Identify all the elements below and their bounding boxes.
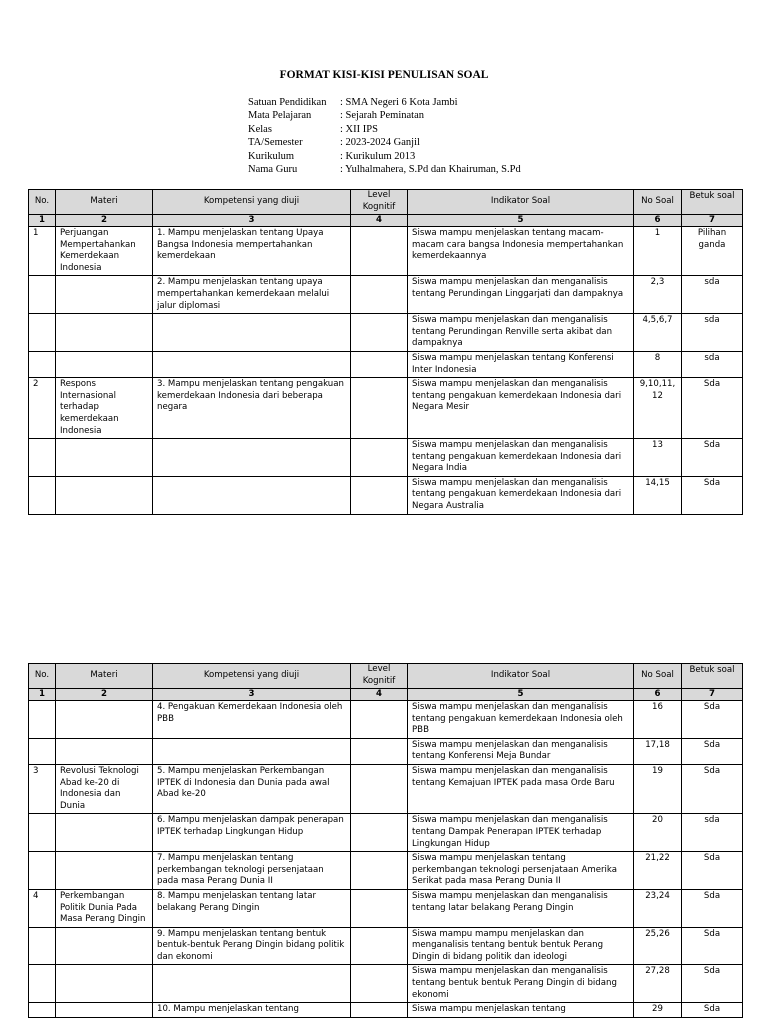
cell-no-soal: 13 (634, 439, 682, 477)
cell-no-soal: 19 (634, 764, 682, 813)
table-row (29, 314, 743, 352)
cell-indikator: Siswa mampu menjelaskan dan menganalisis tentang bentuk bentuk Perang Dingin di bidang ekonomi (408, 965, 634, 1003)
cell-level (351, 965, 408, 1003)
cell-indikator: Siswa mampu menjelaskan tentang (408, 1003, 634, 1018)
cell-bentuk: Sda (682, 852, 743, 890)
col-header-indikator: Indikator Soal (408, 664, 634, 689)
cell-bentuk: Sda (682, 965, 743, 1003)
cell-bentuk: sda (682, 314, 743, 352)
cell-no (29, 965, 56, 1003)
table-row (29, 476, 743, 514)
table-row (29, 852, 743, 890)
cell-bentuk: sda (682, 351, 743, 377)
info-label: Nama Guru (248, 164, 298, 176)
table-header-row (29, 190, 743, 215)
cell-bentuk: Sda (682, 927, 743, 965)
info-label: TA/Semester (248, 137, 303, 149)
col-number: 4 (351, 215, 408, 227)
col-header-no: No. (29, 664, 56, 689)
kisi-table-page-2 (28, 663, 743, 1018)
info-row (248, 163, 521, 176)
col-number: 7 (682, 689, 743, 701)
cell-level (351, 738, 408, 764)
cell-kompetensi: 9. Mampu menjelaskan tentang bentuk bentuk-bentuk Perang Dingin bidang politik dan ekonomi (153, 927, 351, 965)
info-row (248, 136, 521, 149)
table-row (29, 738, 743, 764)
cell-no-soal: 21,22 (634, 852, 682, 890)
info-value: : Kurikulum 2013 (340, 150, 416, 162)
table-row (29, 814, 743, 852)
cell-indikator: Siswa mampu menjelaskan dan menganalisis tentang Dampak Penerapan IPTEK terhadap Lingkungan Hidup (408, 814, 634, 852)
col-number: 7 (682, 215, 743, 227)
cell-level (351, 439, 408, 477)
table-row (29, 439, 743, 477)
cell-no (29, 1003, 56, 1018)
cell-no (29, 476, 56, 514)
cell-indikator: Siswa mampu menjelaskan tentang perkembangan teknologi persenjataan Amerika Serikat pada masa Perang Dunia II (408, 852, 634, 890)
cell-kompetensi: 7. Mampu menjelaskan tentang perkembangan teknologi persenjataan pada masa Perang Dunia II (153, 852, 351, 890)
cell-no (29, 314, 56, 352)
col-number: 1 (29, 689, 56, 701)
col-number: 3 (153, 215, 351, 227)
info-row (248, 150, 521, 163)
cell-materi (56, 852, 153, 890)
cell-kompetensi (153, 476, 351, 514)
col-number: 2 (56, 689, 153, 701)
cell-no (29, 439, 56, 477)
col-header-materi: Materi (56, 664, 153, 689)
cell-materi (56, 965, 153, 1003)
cell-level (351, 351, 408, 377)
table-number-row (29, 215, 743, 227)
cell-kompetensi: 2. Mampu menjelaskan tentang upaya mempertahankan kemerdekaan melalui jalur diplomasi (153, 276, 351, 314)
col-header-bentuk: Betuk soal (682, 664, 743, 689)
col-header-materi: Materi (56, 190, 153, 215)
cell-level (351, 378, 408, 439)
cell-kompetensi (153, 314, 351, 352)
table-row (29, 227, 743, 276)
table-row (29, 1003, 743, 1018)
table-row (29, 701, 743, 739)
cell-indikator: Siswa mampu menjelaskan dan menganalisis tentang latar belakang Perang Dingin (408, 889, 634, 927)
info-row (248, 96, 521, 109)
col-number: 2 (56, 215, 153, 227)
col-header-level: Level Kognitif (351, 664, 408, 689)
table-row (29, 927, 743, 965)
cell-kompetensi: 5. Mampu menjelaskan Perkembangan IPTEK di Indonesia dan Dunia pada awal Abad ke-20 (153, 764, 351, 813)
info-row (248, 109, 521, 122)
cell-no-soal: 23,24 (634, 889, 682, 927)
kisi-table-page-1 (28, 189, 743, 515)
cell-indikator: Siswa mampu menjelaskan tentang Konferensi Inter Indonesia (408, 351, 634, 377)
cell-materi (56, 439, 153, 477)
cell-level (351, 889, 408, 927)
cell-bentuk: Sda (682, 738, 743, 764)
info-value: : XII IPS (340, 123, 378, 135)
cell-no (29, 814, 56, 852)
cell-materi (56, 701, 153, 739)
cell-materi: Revolusi Teknologi Abad ke-20 di Indonesia dan Dunia (56, 764, 153, 813)
cell-indikator: Siswa mampu mampu menjelaskan dan menganalisis tentang bentuk bentuk Perang Dingin di bidang politik dan ideologi (408, 927, 634, 965)
col-header-kompetensi: Kompetensi yang diuji (153, 664, 351, 689)
cell-level (351, 927, 408, 965)
cell-no-soal: 4,5,6,7 (634, 314, 682, 352)
cell-indikator: Siswa mampu menjelaskan dan menganalisis tentang pengakuan kemerdekaan Indonesia dari Negara Mesir (408, 378, 634, 439)
table-row (29, 764, 743, 813)
col-number: 4 (351, 689, 408, 701)
cell-level (351, 764, 408, 813)
table-number-row (29, 689, 743, 701)
cell-indikator: Siswa mampu menjelaskan dan menganalisis tentang Konferensi Meja Bundar (408, 738, 634, 764)
cell-materi (56, 351, 153, 377)
table-row (29, 351, 743, 377)
cell-materi (56, 814, 153, 852)
cell-kompetensi (153, 351, 351, 377)
cell-no-soal: 17,18 (634, 738, 682, 764)
cell-no-soal: 14,15 (634, 476, 682, 514)
cell-level (351, 314, 408, 352)
info-label: Mata Pelajaran (248, 110, 312, 122)
cell-bentuk: Sda (682, 889, 743, 927)
cell-no: 1 (29, 227, 56, 276)
col-header-bentuk: Betuk soal (682, 190, 743, 215)
cell-kompetensi (153, 738, 351, 764)
cell-no (29, 276, 56, 314)
cell-level (351, 814, 408, 852)
cell-indikator: Siswa mampu menjelaskan dan menganalisis tentang pengakuan kemerdekaan Indonesia dari Negara India (408, 439, 634, 477)
info-value: : Sejarah Peminatan (340, 110, 424, 122)
cell-materi (56, 276, 153, 314)
cell-bentuk: Sda (682, 764, 743, 813)
cell-materi: Perjuangan Mempertahankan Kemerdekaan Indonesia (56, 227, 153, 276)
cell-kompetensi: 8. Mampu menjelaskan tentang latar belakang Perang Dingin (153, 889, 351, 927)
table-row (29, 889, 743, 927)
cell-kompetensi: 1. Mampu menjelaskan tentang Upaya Bangsa Indonesia mempertahankan kemerdekaan (153, 227, 351, 276)
cell-indikator: Siswa mampu menjelaskan dan menganalisis tentang Kemajuan IPTEK pada masa Orde Baru (408, 764, 634, 813)
cell-no-soal: 8 (634, 351, 682, 377)
col-number: 6 (634, 689, 682, 701)
table-row (29, 276, 743, 314)
col-number: 6 (634, 215, 682, 227)
cell-no (29, 852, 56, 890)
cell-bentuk: Sda (682, 1003, 743, 1018)
cell-indikator: Siswa mampu menjelaskan dan menganalisis tentang Perundingan Renville serta akibat dan dampaknya (408, 314, 634, 352)
cell-indikator: Siswa mampu menjelaskan tentang macam-macam cara bangsa Indonesia mempertahankan kemerdekaannya (408, 227, 634, 276)
cell-bentuk: Sda (682, 701, 743, 739)
cell-indikator: Siswa mampu menjelaskan dan menganalisis tentang Perundingan Linggarjati dan dampaknya (408, 276, 634, 314)
table-row (29, 965, 743, 1003)
col-header-kompetensi: Kompetensi yang diuji (153, 190, 351, 215)
cell-no: 2 (29, 378, 56, 439)
col-header-level: Level Kognitif (351, 190, 408, 215)
document-info (248, 96, 521, 176)
cell-no (29, 927, 56, 965)
cell-materi (56, 738, 153, 764)
cell-no-soal: 1 (634, 227, 682, 276)
cell-kompetensi: 3. Mampu menjelaskan tentang pengakuan kemerdekaan Indonesia dari beberapa negara (153, 378, 351, 439)
cell-level (351, 1003, 408, 1018)
col-number: 5 (408, 689, 634, 701)
cell-no-soal: 16 (634, 701, 682, 739)
cell-no: 3 (29, 764, 56, 813)
cell-no-soal: 20 (634, 814, 682, 852)
cell-bentuk: sda (682, 276, 743, 314)
cell-bentuk: sda (682, 814, 743, 852)
info-value: : SMA Negeri 6 Kota Jambi (340, 97, 458, 108)
col-header-no-soal: No Soal (634, 664, 682, 689)
table-header-row (29, 664, 743, 689)
info-label: Satuan Pendidikan (248, 97, 327, 108)
cell-kompetensi: 10. Mampu menjelaskan tentang (153, 1003, 351, 1018)
cell-no: 4 (29, 889, 56, 927)
cell-bentuk: Sda (682, 378, 743, 439)
cell-level (351, 227, 408, 276)
cell-kompetensi: 6. Mampu menjelaskan dampak penerapan IPTEK terhadap Lingkungan Hidup (153, 814, 351, 852)
col-header-no: No. (29, 190, 56, 215)
cell-no (29, 351, 56, 377)
col-header-no-soal: No Soal (634, 190, 682, 215)
cell-bentuk: Pilihan ganda (682, 227, 743, 276)
cell-no-soal: 29 (634, 1003, 682, 1018)
cell-no-soal: 2,3 (634, 276, 682, 314)
cell-level (351, 276, 408, 314)
cell-level (351, 476, 408, 514)
cell-no (29, 738, 56, 764)
cell-kompetensi (153, 965, 351, 1003)
cell-indikator: Siswa mampu menjelaskan dan menganalisis tentang pengakuan kemerdekaan Indonesia dari Negara Australia (408, 476, 634, 514)
info-value: : Yulhalmahera, S.Pd dan Khairuman, S.Pd (340, 164, 521, 176)
cell-materi: Respons Internasional terhadap kemerdekaan Indonesia (56, 378, 153, 439)
cell-no-soal: 25,26 (634, 927, 682, 965)
cell-bentuk: Sda (682, 476, 743, 514)
cell-level (351, 852, 408, 890)
cell-indikator: Siswa mampu menjelaskan dan menganalisis tentang pengakuan kemerdekaan Indonesia oleh PBB (408, 701, 634, 739)
info-row (248, 123, 521, 136)
cell-materi (56, 927, 153, 965)
col-header-indikator: Indikator Soal (408, 190, 634, 215)
cell-bentuk: Sda (682, 439, 743, 477)
table-row (29, 378, 743, 439)
col-number: 1 (29, 215, 56, 227)
cell-kompetensi (153, 439, 351, 477)
document-title: FORMAT KISI-KISI PENULISAN SOAL (279, 69, 489, 81)
cell-no (29, 701, 56, 739)
info-value: : 2023-2024 Ganjil (340, 137, 420, 149)
cell-materi (56, 1003, 153, 1018)
cell-materi: Perkembangan Politik Dunia Pada Masa Perang Dingin (56, 889, 153, 927)
col-number: 5 (408, 215, 634, 227)
info-label: Kurikulum (248, 150, 295, 162)
info-label: Kelas (248, 123, 272, 135)
cell-no-soal: 9,10,11, 12 (634, 378, 682, 439)
cell-kompetensi: 4. Pengakuan Kemerdekaan Indonesia oleh PBB (153, 701, 351, 739)
cell-no-soal: 27,28 (634, 965, 682, 1003)
col-number: 3 (153, 689, 351, 701)
cell-level (351, 701, 408, 739)
cell-materi (56, 476, 153, 514)
cell-materi (56, 314, 153, 352)
